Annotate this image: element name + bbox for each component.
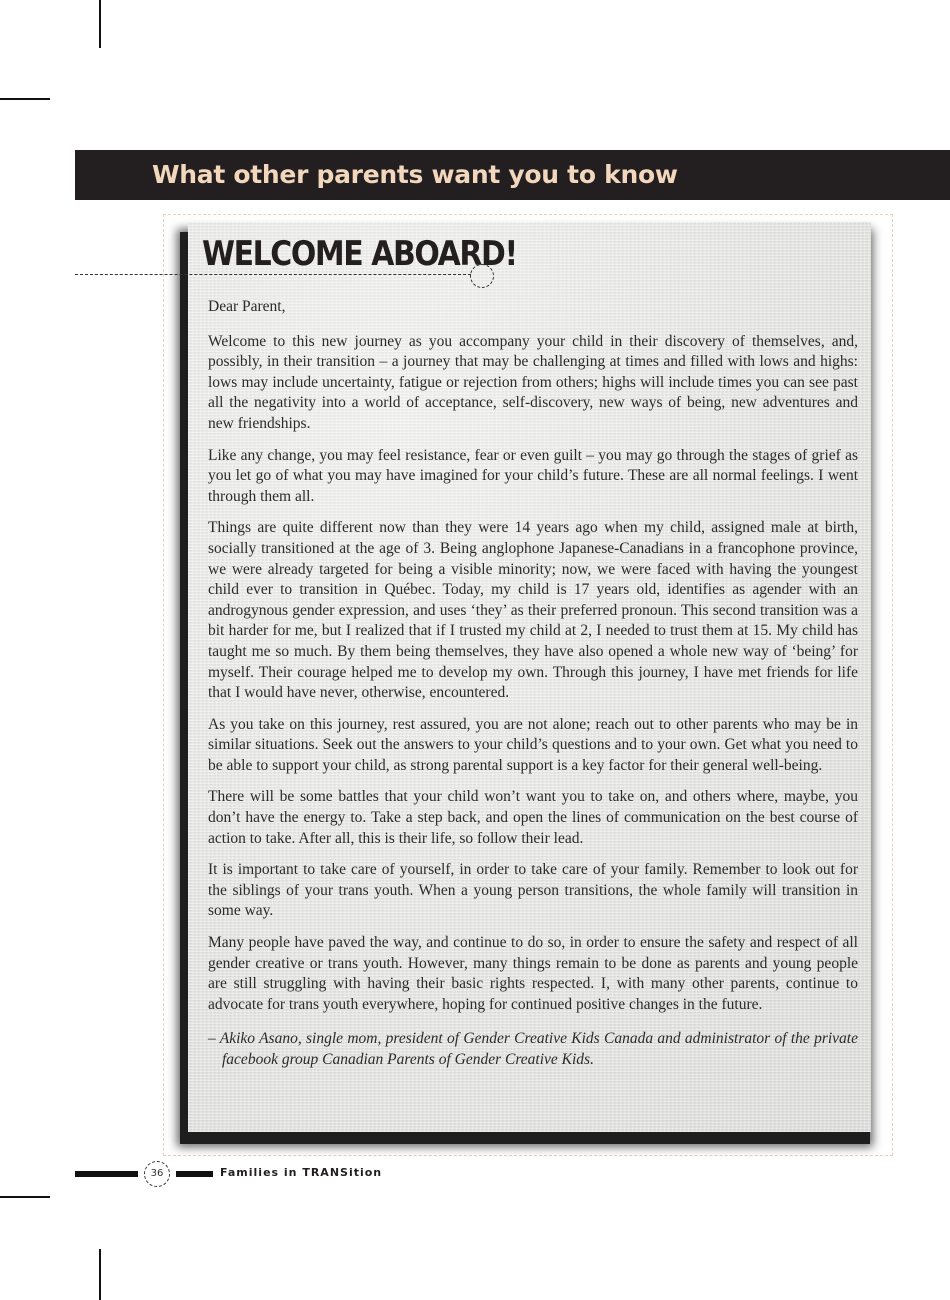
dashed-leader-line xyxy=(75,274,471,275)
crop-mark xyxy=(0,98,50,100)
letter-paragraph: Like any change, you may feel resistance, fear or even guilt – you may go through the stages of grief as you let go of what you may have imagined for your child’s future. These are all normal feelings. I went through them all. xyxy=(208,446,858,505)
section-title: What other parents want you to know xyxy=(152,160,678,189)
letter-paragraph: Welcome to this new journey as you accompany your child in their discovery of themselves, and, possibly, in their transition – a journey that may be challenging at times and filled with lows and highs: lows may include uncertainty, fatigue or rejection from others; highs will include times you can see past all the negativity into a world of acceptance, self-discovery, new ways of being, new adventures and new friendships. xyxy=(208,332,858,432)
page-number: 36 xyxy=(144,1161,170,1187)
letter-headline: WELCOME ABOARD! xyxy=(202,234,517,274)
letter-paragraph: Many people have paved the way, and continue to do so, in order to ensure the safety and respect of all gender creative or trans youth. However, many things remain to be done as parents and young people are still struggling with having their basic rights respected. I, with many other parents, continue to advocate for trans youth everywhere, hoping for continued positive changes in the future. xyxy=(208,934,858,1013)
crop-mark xyxy=(0,1196,50,1198)
footer-bar xyxy=(176,1171,213,1177)
letter-signature: – Akiko Asano, single mom, president of Gender Creative Kids Canada and administrator of the private facebook group Canadian Parents of Gender Creative Kids. xyxy=(208,1030,858,1068)
publication-title: Families in TRANSition xyxy=(220,1166,383,1179)
footer-bar xyxy=(75,1171,138,1177)
letter-paragraph: There will be some battles that your child won’t want you to take on, and others where, maybe, you don’t have the energy to. Take a step back, and open the lines of communication on the best course of action to take. After all, this is their life, so follow their lead. xyxy=(208,788,858,847)
section-header-bar xyxy=(75,150,950,200)
crop-mark xyxy=(99,1249,101,1300)
letter-paragraph: It is important to take care of yourself, in order to take care of your family. Remember to look out for the siblings of your trans youth. When a young person transitions, the whole family will transition in some way. xyxy=(208,861,858,920)
letter-greeting: Dear Parent, xyxy=(208,298,286,315)
dashed-circle-marker xyxy=(470,264,494,288)
letter-body xyxy=(208,297,858,1082)
crop-mark xyxy=(99,0,101,48)
letter-paragraph: As you take on this journey, rest assured, you are not alone; reach out to other parents who may be in similar situations. Seek out the answers to your child’s questions and to your own. Get what you need to be able to support your child, as strong parental support is a key factor for their general well-being. xyxy=(208,715,858,774)
letter-paragraph: Things are quite different now than they were 14 years ago when my child, assigned male at birth, socially transitioned at the age of 3. Being anglophone Japanese-Canadians in a francophone province, we were already targeted for being a visible minority; now, we were faced with having the youngest child ever to transition in Québec. Today, my child is 17 years old, identifies as agender with an androgynous gender expression, and uses ‘they’ as their preferred pronoun. This second transition was a bit harder for me, but I realized that if I trusted my child at 2, I needed to trust them at 15. My child has taught me so much. By them being themselves, they have also opened a whole new way of ‘being’ for myself. Their courage helped me to develop my own. Through this journey, I have met friends for life that I would have never, otherwise, encountered. xyxy=(208,519,858,702)
